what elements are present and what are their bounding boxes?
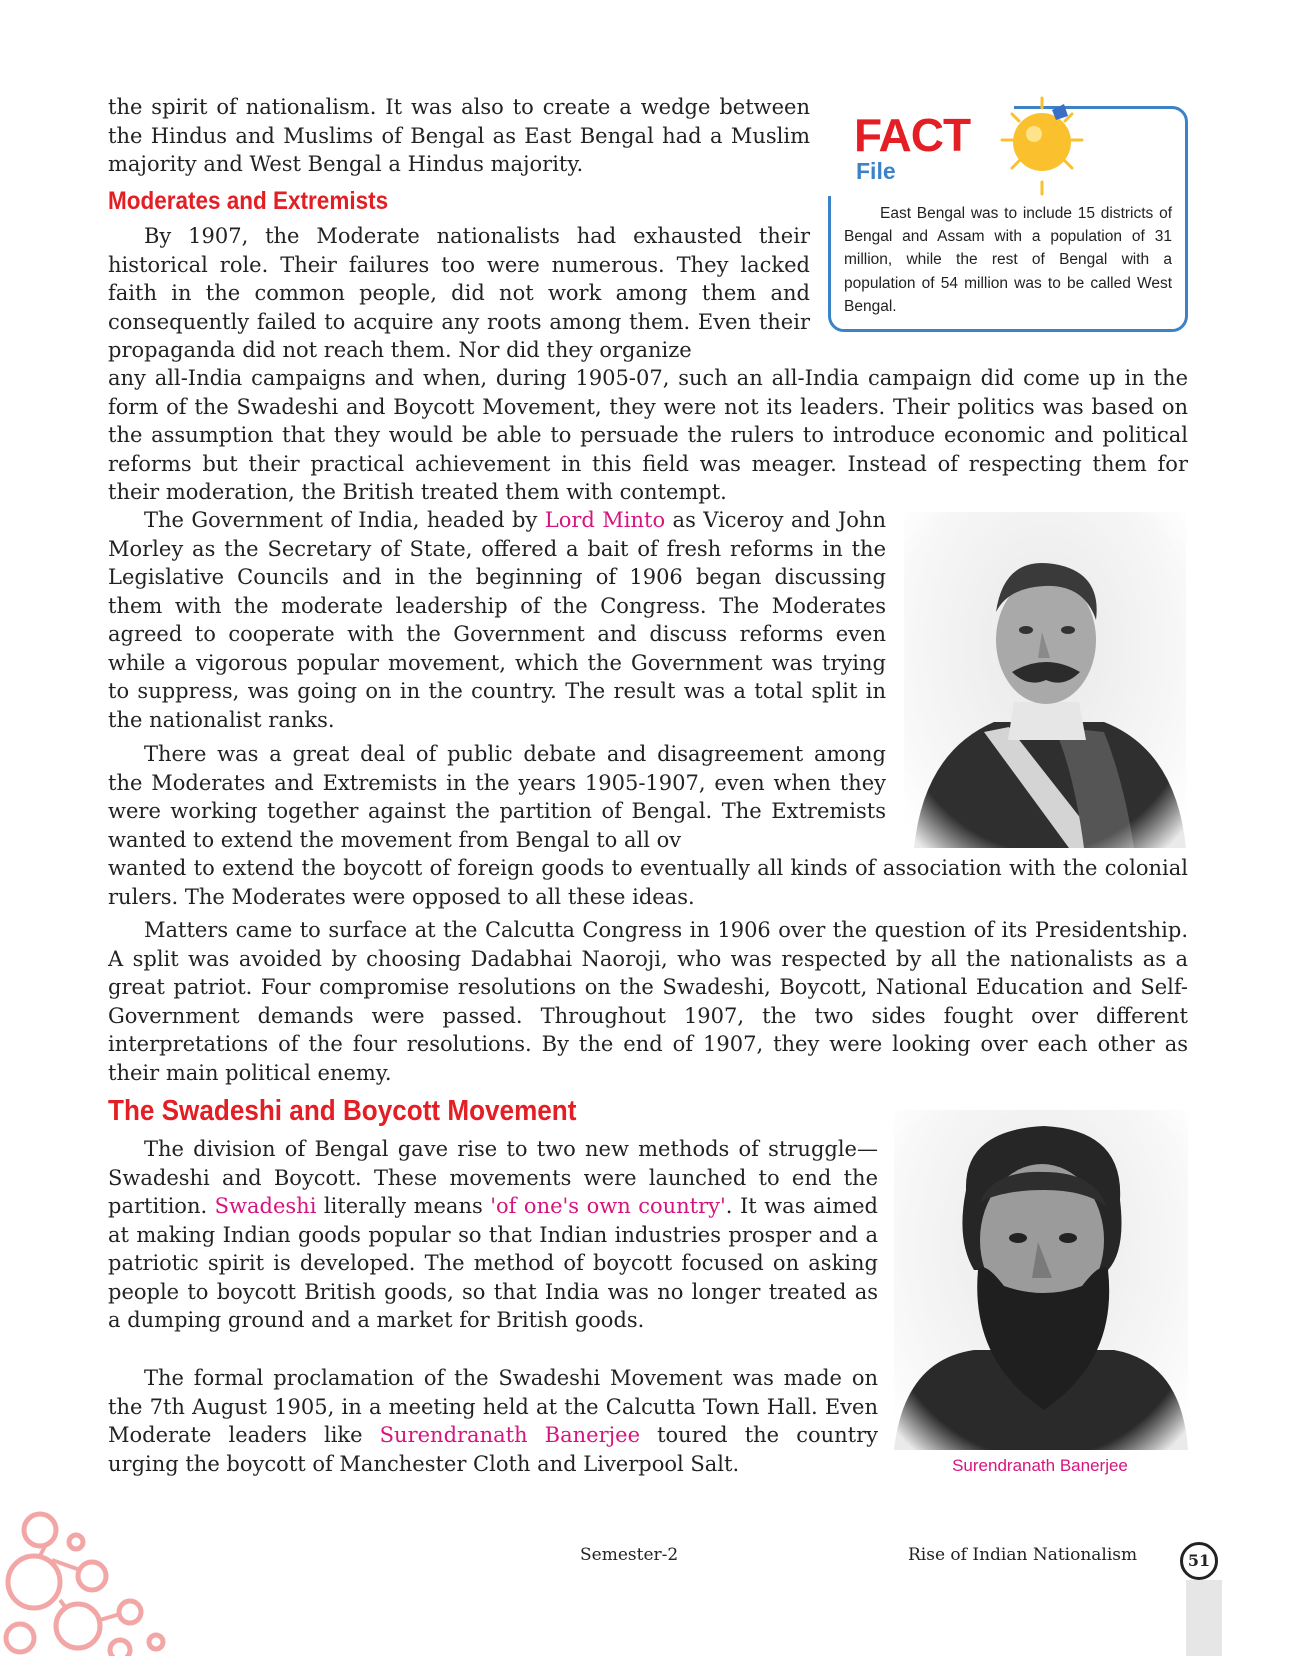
footer-semester: Semester-2 [580, 1545, 679, 1565]
lightbulb-icon [988, 92, 1096, 202]
portrait-icon [894, 1110, 1188, 1450]
highlight-swadeshi: Swadeshi [214, 1194, 317, 1218]
surendranath-banerjee-portrait [894, 1110, 1188, 1450]
section-heading-moderates-extremists: Moderates and Extremists [108, 187, 389, 215]
fact-title: FACT [854, 109, 971, 161]
lord-minto-portrait [904, 512, 1186, 848]
paragraph-swadeshi-methods [108, 1135, 878, 1335]
portrait-caption: Surendranath Banerjee [952, 1456, 1128, 1475]
decorative-circles-icon [0, 1508, 180, 1656]
paragraph-government-reforms [108, 506, 886, 734]
footer-chapter-title: Rise of Indian Nationalism [908, 1545, 1138, 1565]
paragraph-text: toured the country urging the boycott of Manchester Cloth and Liverpool Salt. [108, 1423, 878, 1476]
highlight-lord-minto: Lord Minto [544, 508, 666, 532]
paragraph-text: as Viceroy and John Morley as the Secretary of State, offered a bait of fresh reforms in the Legislative Councils and in the beginning of 1906 began discussing them with the moderate leadership of the Congress. The Moderates agreed to cooperate with the Government and discuss reforms even while a vigorous popular movement, which the Government was trying to suppress, was going on in the country. The result was a total split in the nationalist ranks. [108, 508, 886, 732]
fact-subtitle: File [856, 158, 896, 184]
paragraph-moderates-part2: any all-India campaigns and when, during 1905-07, such an all-India campaign did come up in the form of the Swadeshi and Boycott Movement, they were not its leaders. Their politics was based on the assumption that they would be able to persuade the rulers to introduce economic and political reforms but their practical achievement in this field was meager. Instead of respecting them for their moderation, the British treated them with contempt. [108, 366, 1188, 504]
section-heading-swadeshi-boycott: The Swadeshi and Boycott Movement [108, 1095, 577, 1127]
paragraph-debate-part2: wanted to extend the boycott of foreign goods to eventually all kinds of association with the colonial rulers. The Moderates were opposed to all these ideas. [108, 856, 1188, 909]
paragraph-text: . It was aimed at making Indian goods popular so that Indian industries prosper and a patriotic spirit is developed. The method of boycott focused on asking people to boycott British goods, so that India was no longer treated as a dumping ground and a market for British goods. [108, 1194, 878, 1332]
paragraph-text: The formal proclamation of the Swadeshi Movement was made on the 7th August 1905, in a meeting held at the Calcutta Town Hall. Even Moderate leaders like [108, 1366, 878, 1447]
page-tab [1186, 1580, 1222, 1656]
paragraph-moderates-part1: By 1907, the Moderate nationalists had exhausted their historical role. Their failures too were numerous. They lacked faith in the common people, did not work among them and consequently failed to acquire any roots among them. Even their propaganda did not reach them. Nor did they organize [108, 224, 810, 362]
portrait-icon [904, 512, 1186, 848]
paragraph-debate-part1: There was a great deal of public debate and disagreement among the Moderates and Extremists in the years 1905-1907, even when they were working together against the partition of Bengal. The Extremists wanted to extend the movement from Bengal to all ov [108, 742, 886, 852]
paragraph-text: The division of Bengal gave rise to two new methods of struggle—Swadeshi and Boycott. These movements were launched to end the partition. [108, 1137, 878, 1218]
paragraph-swadeshi-proclamation [108, 1364, 878, 1478]
highlight-own-country: 'of one's own country' [490, 1194, 726, 1218]
paragraph-text: The Government of India, headed by [144, 508, 545, 532]
highlight-surendranath: Surendranath Banerjee [379, 1423, 640, 1447]
paragraph-calcutta-congress: Matters came to surface at the Calcutta Congress in 1906 over the question of its Presidentship. A split was avoided by choosing Dadabhai Naoroji, who was respected by all the nationalists as a great patriot. Four compromise resolutions on the Swadeshi, Boycott, National Education and Self-Government demands were passed. Throughout 1907, the two sides fought over different interpretations of the four resolutions. By the end of 1907, they were looking over each other as their main political enemy. [108, 918, 1188, 1085]
fact-file-text: East Bengal was to include 15 districts of Bengal and Assam with a population of 31 million, while the rest of Bengal with a population of 54 million was to be called West Bengal. [844, 205, 1172, 315]
intro-paragraph: the spirit of nationalism. It was also to create a wedge between the Hindus and Muslims of Bengal as East Bengal had a Muslim majority and West Bengal a Hindus majority. [108, 95, 810, 176]
paragraph-text: literally means [316, 1194, 491, 1218]
page-number: 51 [1180, 1542, 1218, 1580]
